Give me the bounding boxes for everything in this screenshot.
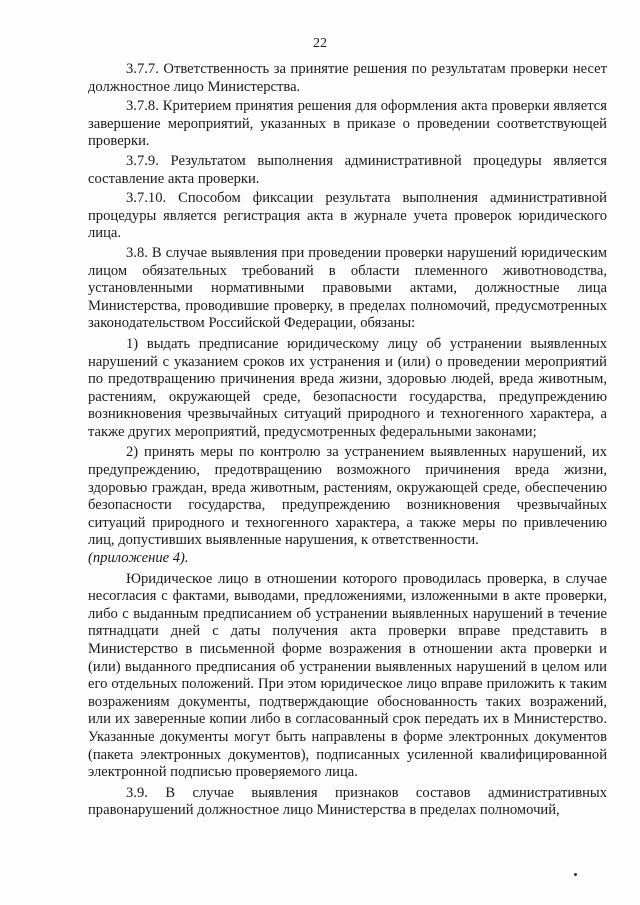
document-body: [88, 61, 607, 820]
list-item-2-text: 2) принять меры по контролю за устранением выявленных нарушений, их предупреждению, предотвращению возможного причинения вреда жизни, здоровью граждан, вреда животным, растениям, окружающей среде, обеспечению безопасности государства, предупреждению возникновения чрезвычайных ситуаций природного и техногенного характера, а также меры по привлечению лиц, допустивших выявленные нарушения, к ответственности.: [88, 444, 607, 549]
paragraph-3-9: 3.9. В случае выявления признаков составов административных правонарушений должностное лицо Министерства в пределах полномочий,: [88, 784, 607, 819]
appendix-reference: (приложение 4).: [88, 550, 189, 567]
paragraph-objection: Юридическое лицо в отношении которого проводилась проверка, в случае несогласия с фактами, выводами, предложениями, изложенными в акте проверки, либо с выданным предписанием об устранении выявленных нарушений в течение пятнадцати дней с даты получения акта проверки вправе представить в Министерство в письменной форме возражения в отношении акта проверки и (или) выданного предписания об устранении выявленных нарушений в целом или его отдельных положений. При этом юридическое лицо вправе приложить к таким возражениям документы, подтверждающие обоснованность таких возражений, или их заверенные копии либо в согласованный срок передать их в Министерство. Указанные документы могут быть направлены в форме электронных документов (пакета электронных документов), подписанных усиленной квалифицированной электронной подписью проверяемого лица.: [88, 570, 607, 781]
paragraph-3-7-8: 3.7.8. Критерием принятия решения для оформления акта проверки является завершение мероприятий, указанных в приказе о проведении соответствующей проверки.: [88, 98, 607, 150]
list-item-1: 1) выдать предписание юридическому лицу об устранении выявленных нарушений с указанием сроков их устранения и (или) о проведении мероприятий по предотвращению причинения вреда жизни, здоровью людей, вреда животным, растениям, окружающей среде, безопасности государства, предупреждению возникновения чрезвычайных ситуаций природного и техногенного характера, а также других мероприятий, предусмотренных федеральными законами;: [88, 335, 607, 440]
list-item-2: [88, 444, 607, 567]
paragraph-3-7-7: 3.7.7. Ответственность за принятие решения по результатам проверки несет должностное лицо Министерства.: [88, 61, 607, 95]
paragraph-3-8: 3.8. В случае выявления при проведении проверки нарушений юридическим лицом обязательных требований в области племенного животноводства, установленными нормативными правовыми актами, должностные лица Министерства, проводившие проверку, в пределах полномочий, предусмотренных законодательством Российской Федерации, обязаны:: [88, 244, 607, 332]
paragraph-3-7-9: 3.7.9. Результатом выполнения административной процедуры является составление акта проверки.: [88, 152, 607, 187]
paragraph-3-7-10: 3.7.10. Способом фиксации результата выполнения административной процедуры является регистрация акта в журнале учета проверок юридического лица.: [88, 190, 607, 242]
page-number: 22: [313, 36, 327, 51]
scan-speck: [574, 873, 577, 876]
